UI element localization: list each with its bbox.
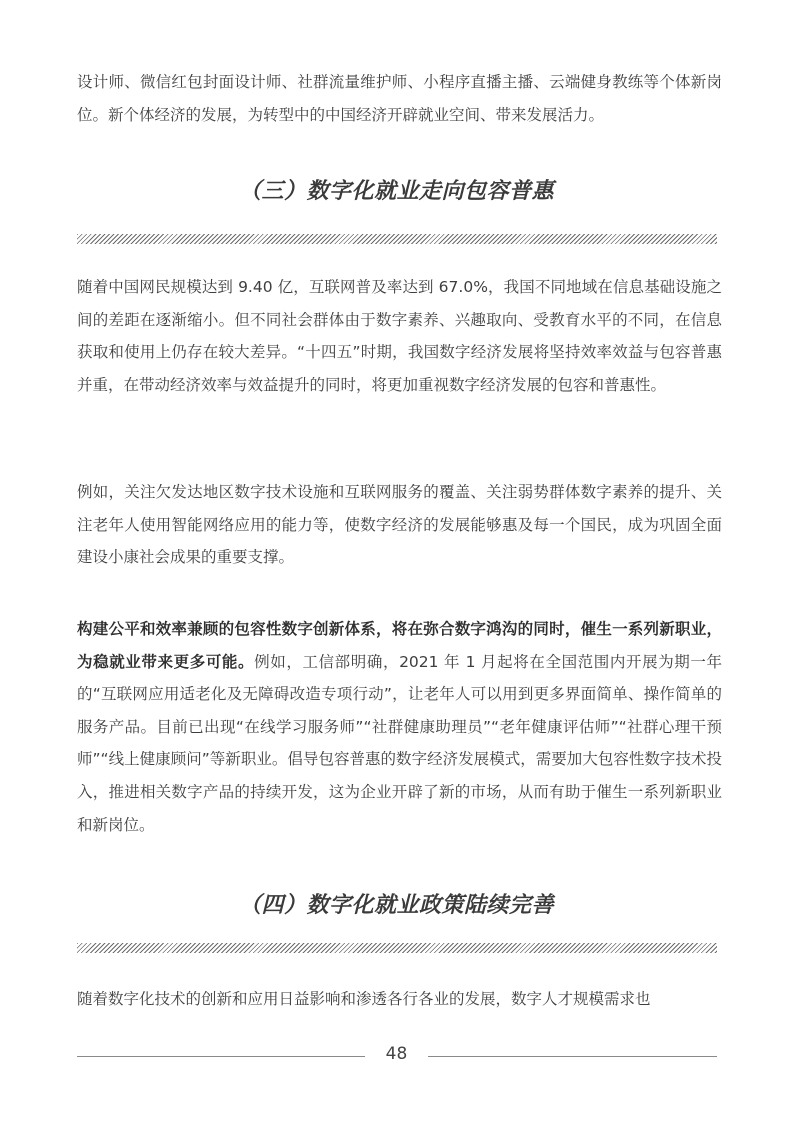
- heading-divider-4: [77, 943, 717, 953]
- heading-divider-3: [77, 234, 717, 244]
- paragraph-inclusive-1: 随着中国网民规模达到 9.40 亿，互联网普及率达到 67.0%，我国不同地域在信息基础设施之间的差距在逐渐缩小。但不同社会群体由于数字素养、兴趣取向、受教育水平的不同，在信息获取和使用上仍存在较大差异。“十四五”时期，我国数字经济发展将坚持效率效益与包容普惠并重，在带动经济效率与效益提升的同时，将更加重视数字经济发展的包容和普惠性。: [77, 278, 722, 394]
- paragraph-inclusive-2: 例如，关注欠发达地区数字技术设施和互联网服务的覆盖、关注弱势群体数字素养的提升、关注老年人使用智能网络应用的能力等，使数字经济的发展能够惠及每一个国民，成为巩固全面建设小康社会成果的重要支撑。: [77, 483, 722, 567]
- paragraph-inclusive-3: [77, 613, 722, 841]
- footer-rule-right: [428, 1056, 717, 1057]
- section-heading-3: （三）数字化就业走向包容普惠: [238, 179, 554, 204]
- page-number: 48: [385, 1044, 408, 1064]
- paragraph-intro: 设计师、微信红包封面设计师、社群流量维护师、小程序直播主播、云端健身教练等个体新岗位。新个体经济的发展，为转型中的中国经济开辟就业空间、带来发展活力。: [77, 73, 722, 124]
- footer-rule-left: [77, 1056, 365, 1057]
- paragraph-bold-lead: 构建公平和效率兼顾的包容性数字创新体系，将在弥合数字鸿沟的同时，催生一系列新职业，为稳就业带来更多可能。: [77, 620, 722, 671]
- paragraph-policy: 随着数字化技术的创新和应用日益影响和渗透各行各业的发展，数字人才规模需求也: [77, 990, 651, 1008]
- section-heading-4: （四）数字化就业政策陆续完善: [238, 893, 554, 918]
- paragraph-body: 例如，工信部明确，2021 年 1 月起将在全国范围内开展为期一年的“互联网应用适老化及无障碍改造专项行动”，让老年人可以用到更多界面简单、操作简单的服务产品。目前已出现“在线学习服务师”“社群健康助理员”“老年健康评估师”“社群心理干预师”“线上健康顾问”等新职业。倡导包容普惠的数字经济发展模式，需要加大包容性数字技术投入，推进相关数字产品的持续开发，这为企业开辟了新的市场，从而有助于催生一系列新职业和新岗位。: [77, 652, 722, 834]
